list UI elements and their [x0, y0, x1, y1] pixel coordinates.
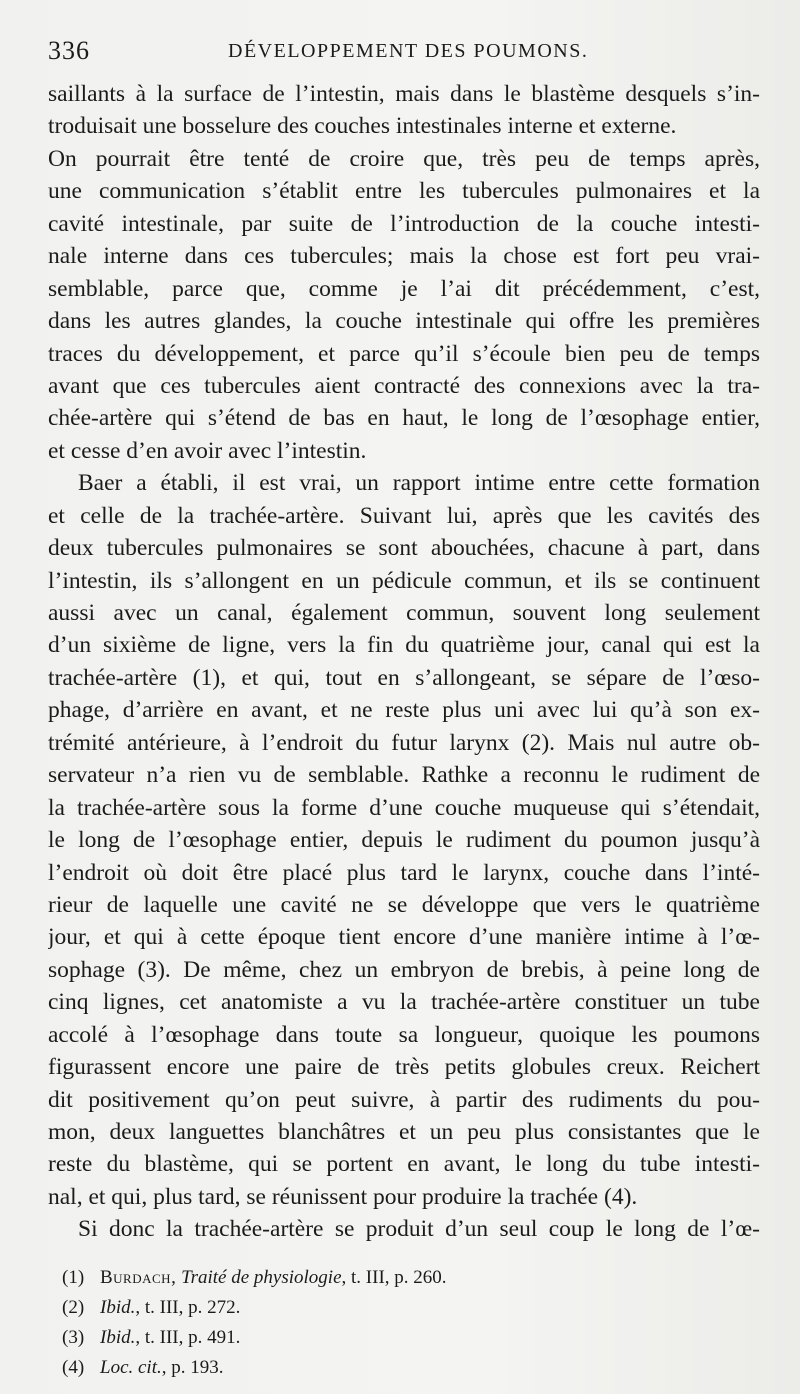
footnote	[62, 1353, 662, 1383]
text-line: reste du blastème, qui se portent en avant, le long du tube intesti-	[48, 1151, 760, 1178]
text-line: aussi avec un canal, également commun, souvent long seulement	[48, 600, 760, 626]
text-line: nale interne dans ces tubercules; mais la chose est fort peu vrai-	[48, 243, 760, 270]
text-line: cavité intestinale, par suite de l’introduction de la couche intesti-	[48, 210, 760, 237]
text-line: une communication s’établit entre les tubercules pulmonaires et la	[48, 178, 760, 205]
text-line: jour, et qui à cette époque tient encore d’une manière intime à l’œ-	[48, 924, 760, 951]
text-line: dans les autres glandes, la couche intestinale qui offre les premières	[48, 308, 760, 335]
footnote-number: (2)	[62, 1297, 85, 1318]
running-head: DÉVELOPPEMENT DES POUMONS.	[228, 40, 589, 62]
text-line: trachée-artère (1), et qui, tout en s’allongeant, se sépare de l’œso-	[48, 664, 760, 691]
text-line: chée-artère qui s’étend de bas en haut, le long de l’œsophage entier,	[48, 405, 760, 432]
footnote-reference: , t. III, p. 491.	[135, 1327, 241, 1348]
footnotes	[62, 1263, 662, 1383]
text-line: d’un sixième de ligne, vers la fin du quatrième jour, canal qui est la	[48, 632, 760, 659]
body-text	[48, 78, 760, 1246]
footnote-number: (3)	[62, 1327, 85, 1348]
footnote-number: (4)	[62, 1357, 85, 1378]
text-line: servateur n’a rien vu de semblable. Rathke a reconnu le rudiment de	[48, 762, 760, 789]
text-line: troduisait une bosselure des couches intestinales interne et externe.	[48, 113, 677, 140]
text-line: accolé à l’œsophage dans toute sa longueur, quoique les poumons	[48, 1021, 760, 1048]
page-header	[48, 36, 760, 70]
text-line: mon, deux languettes blanchâtres et un peu plus consistantes que le	[48, 1119, 760, 1145]
text-line: et cesse d’en avoir avec l’intestin.	[48, 437, 367, 464]
text-line: l’endroit où doit être placé plus tard le larynx, couche dans l’inté-	[48, 859, 760, 886]
footnote-author: Burdach,	[100, 1267, 177, 1288]
text-line: traces du développement, et parce qu’il s’écoule bien peu de temps	[48, 340, 760, 367]
text-line: figurassent encore une paire de très petits globules creux. Reichert	[48, 1054, 760, 1081]
text-line: rieur de laquelle une cavité ne se développe que vers le quatrième	[48, 891, 760, 918]
footnote-title: Traité de physiologie	[181, 1267, 342, 1288]
text-line: l’intestin, ils s’allongent en un pédicule commun, et ils se continuent	[48, 567, 760, 594]
text-line: semblable, parce que, comme je l’ai dit précédemment, c’est,	[48, 275, 760, 302]
text-line: saillants à la surface de l’intestin, mais dans le blastème desquels s’in-	[48, 81, 760, 107]
footnote	[62, 1293, 662, 1323]
footnote-reference: , t. III, p. 272.	[135, 1297, 241, 1318]
text-line: sophage (3). De même, chez un embryon de brebis, à peine long de	[48, 956, 760, 983]
footnote-title: Ibid.	[100, 1297, 136, 1318]
footnote-reference: , t. III, p. 260.	[341, 1267, 447, 1288]
text-line: le long de l’œsophage entier, depuis le rudiment du poumon jusqu’à	[48, 827, 760, 854]
text-line: Si donc la trachée-artère se produit d’un seul coup le long de l’œ-	[78, 1216, 760, 1243]
text-line: et celle de la trachée-artère. Suivant lui, après que les cavités des	[48, 502, 760, 529]
text-line: trémité antérieure, à l’endroit du futur larynx (2). Mais nul autre ob-	[48, 729, 760, 756]
footnote-reference: , p. 193.	[161, 1357, 224, 1378]
footnote-number: (1)	[62, 1267, 85, 1288]
footnote	[62, 1323, 662, 1353]
text-line: dit positivement qu’on peut suivre, à partir des rudiments du pou-	[48, 1086, 760, 1113]
text-line: nal, et qui, plus tard, se réunissent pour produire la trachée (4).	[48, 1183, 638, 1210]
text-line: avant que ces tubercules aient contracté des connexions avec la tra-	[48, 372, 760, 399]
footnote-title: Ibid.	[100, 1327, 136, 1348]
footnote-title: Loc. cit.	[100, 1357, 162, 1378]
text-line: la trachée-artère sous la forme d’une couche muqueuse qui s’étendait,	[48, 794, 760, 821]
text-line: On pourrait être tenté de croire que, très peu de temps après,	[48, 145, 760, 172]
text-line: phage, d’arrière en avant, et ne reste plus uni avec lui qu’à son ex-	[48, 697, 760, 724]
text-line: cinq lignes, cet anatomiste a vu la trachée-artère constituer un tube	[48, 989, 760, 1016]
footnote	[62, 1263, 662, 1293]
page-number: 336	[48, 36, 90, 65]
text-line: Baer a établi, il est vrai, un rapport intime entre cette formation	[78, 470, 760, 497]
text-line: deux tubercules pulmonaires se sont abouchées, chacune à part, dans	[48, 535, 760, 562]
